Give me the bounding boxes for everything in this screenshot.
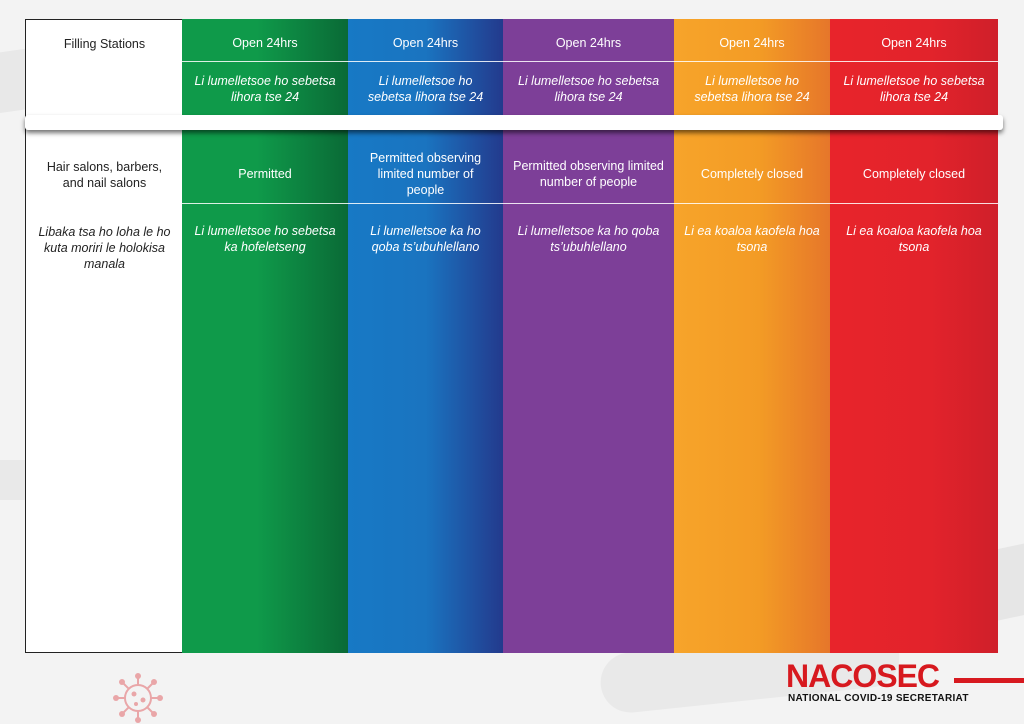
regulations-table (25, 19, 998, 653)
salons-value: Permitted observing limited number of people (513, 159, 664, 189)
nacosec-logo (786, 660, 1024, 720)
row-divider (182, 61, 998, 62)
filling-stations-value: Open 24hrs (881, 36, 947, 50)
salons-value: Completely closed (700, 167, 804, 181)
salons-value-sesotho: Li ea koaloa kaofela hoa tsona (684, 224, 820, 254)
salons-value-sesotho: Li lumelletsoe ka ho qoba ts’ubuhlellano (370, 224, 481, 254)
filling-stations-value-sesotho: Li lumelletsoe ho sebetsa lihora tse 24 (843, 74, 985, 104)
row-divider (182, 203, 998, 204)
logo-wordmark: NACOSEC (786, 658, 940, 694)
salons-value-sesotho: Li lumelletsoe ho sebetsa ka hofeletseng (194, 224, 336, 254)
row-label-hair-salons-sesotho: Libaka tsa ho loha le ho kuta moriri le holokisa manala (38, 225, 171, 271)
filling-stations-value: Open 24hrs (555, 36, 622, 50)
filling-stations-value: Open 24hrs (719, 36, 785, 50)
row-label-filling-stations: Filling Stations (63, 37, 146, 51)
salons-value-sesotho: Li ea koaloa kaofela hoa tsona (846, 224, 982, 254)
salons-value: Completely closed (862, 167, 966, 181)
filling-stations-value-sesotho: Li lumelletsoe ho sebetsa lihora tse 24 (194, 74, 336, 104)
filling-stations-value: Open 24hrs (232, 36, 298, 50)
salons-value: Permitted observing limited number of people (369, 151, 482, 197)
logo-accent-bar (954, 678, 1024, 683)
salons-value: Permitted (238, 167, 292, 181)
salons-value-sesotho: Li lumelletsoe ka ho qoba ts’ubuhlellano (517, 224, 660, 254)
logo-subtitle: NATIONAL COVID-19 SECRETARIAT (788, 693, 969, 704)
filling-stations-value-sesotho: Li lumelletsoe ho sebetsa lihora tse 24 (517, 74, 660, 104)
filling-stations-value-sesotho: Li lumelletsoe ho sebetsa lihora tse 24 (367, 74, 484, 104)
row-label-hair-salons: Hair salons, barbers, and nail salons (46, 160, 163, 190)
filling-stations-value-sesotho: Li lumelletsoe ho sebetsa lihora tse 24 (694, 74, 810, 104)
section-separator-band (25, 115, 1003, 130)
filling-stations-value: Open 24hrs (392, 36, 459, 50)
virus-icon (112, 672, 164, 724)
